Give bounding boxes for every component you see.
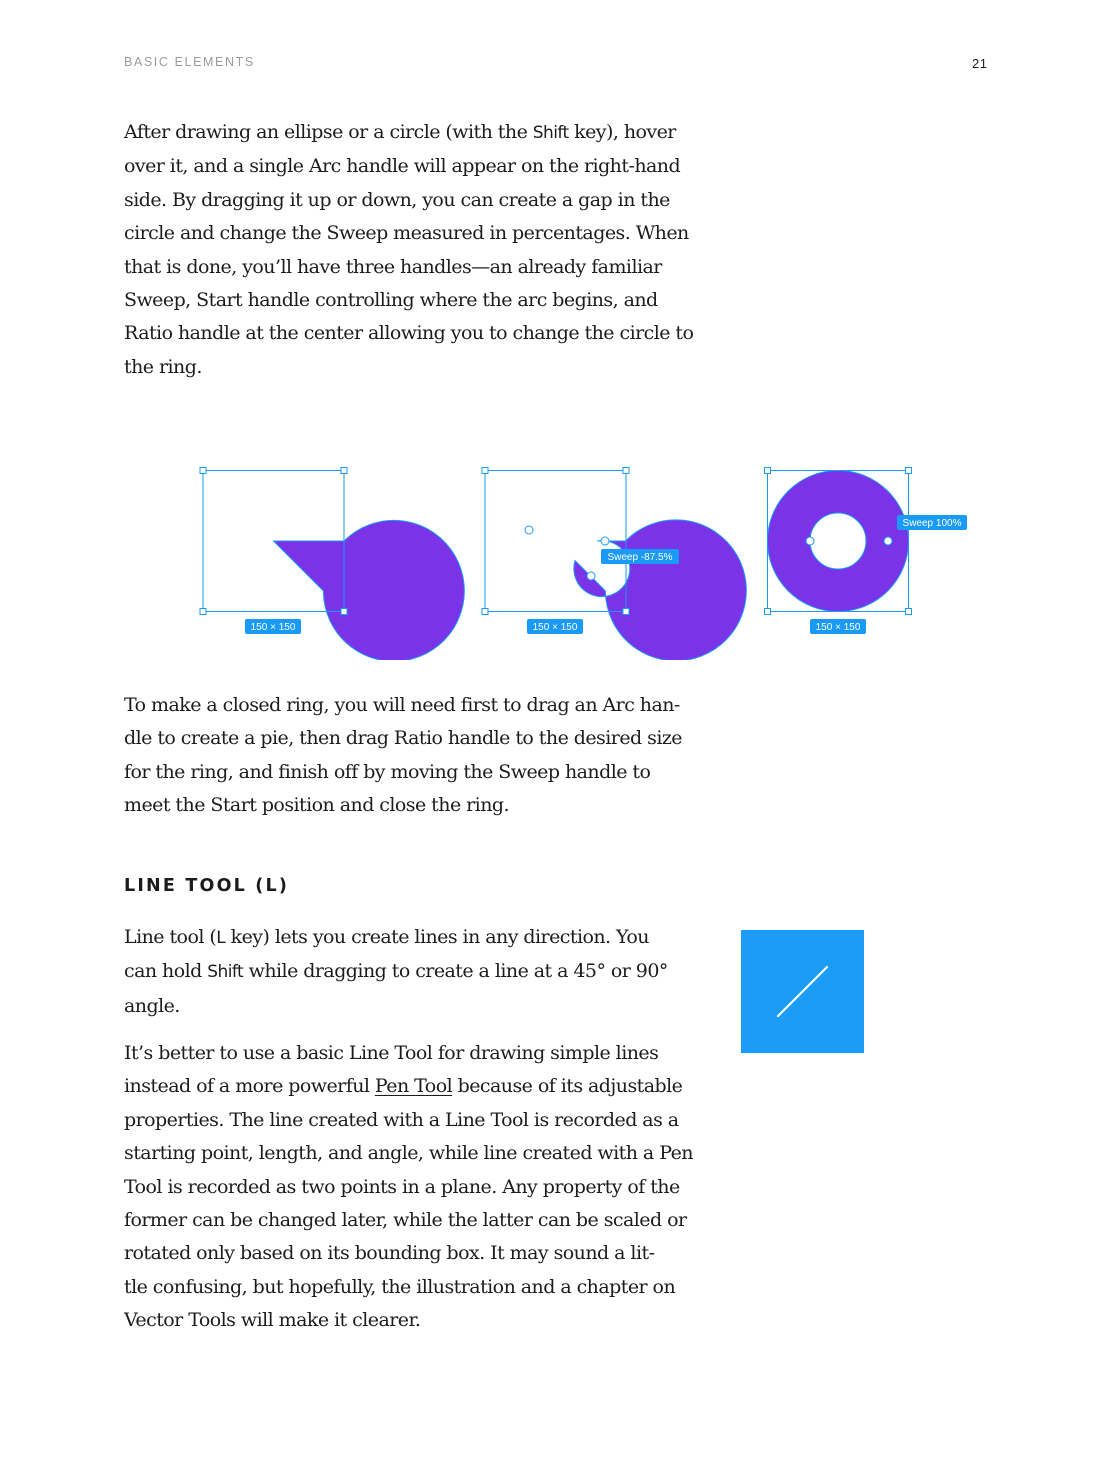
text-line: former can be changed later, while the latter can be scaled or — [124, 1209, 687, 1232]
line-tool-icon — [741, 930, 864, 1053]
corner-handle[interactable] — [341, 609, 347, 615]
text-line: Tool is recorded as two points in a plane. Any property of the — [124, 1175, 680, 1198]
start-handle[interactable] — [525, 526, 533, 534]
corner-handle[interactable] — [906, 609, 912, 615]
text-line: for the ring, and finish off by moving the Sweep handle to — [124, 760, 651, 783]
line-tool-paragraph — [124, 921, 704, 1023]
text-line: Vector Tools will make it clearer. — [124, 1309, 421, 1332]
text-line: that is done, you’ll have three handles—an already familiar — [124, 255, 662, 278]
size-label: 150 × 150 — [815, 622, 861, 633]
text-line: To make a closed ring, you will need first to drag an Arc han- — [124, 694, 680, 716]
pie-figure — [200, 468, 464, 661]
text-line: instead of a more powerful Pen Tool because of its adjustable — [124, 1075, 683, 1098]
corner-handle[interactable] — [482, 468, 488, 474]
ratio-handle[interactable] — [884, 537, 892, 545]
text-line: Line tool (L key) lets you create lines in any direction. You — [124, 926, 649, 948]
size-label: 150 × 150 — [250, 622, 296, 633]
corner-handle[interactable] — [623, 609, 629, 615]
corner-handle[interactable] — [341, 468, 347, 474]
key-label: L — [216, 928, 226, 948]
corner-handle[interactable] — [482, 609, 488, 615]
text-line: After drawing an ellipse or a circle (with the Shift key), hover — [124, 121, 676, 143]
corner-handle[interactable] — [623, 468, 629, 474]
text-line: starting point, length, and angle, while line created with a Pen — [124, 1142, 693, 1165]
key-label: Shift — [207, 962, 244, 983]
text-line: rotated only based on its bounding box. It may sound a lit- — [124, 1242, 655, 1265]
corner-handle[interactable] — [765, 609, 771, 615]
text-line: tle confusing, but hopefully, the illustration and a chapter on — [124, 1275, 676, 1298]
text-line: Ratio handle at the center allowing you to change the circle to — [124, 322, 694, 345]
text-line: the ring. — [124, 355, 202, 378]
sweep-label: Sweep 100% — [902, 518, 962, 529]
sweep-handle[interactable] — [587, 572, 595, 580]
ring-figure — [765, 468, 968, 635]
text-line: dle to create a pie, then drag Ratio handle to the desired size — [124, 727, 682, 750]
key-label: Shift — [532, 123, 569, 143]
closed-ring-paragraph — [124, 689, 704, 823]
corner-handle[interactable] — [765, 468, 771, 474]
page-number: 21 — [972, 56, 988, 71]
pie-shape — [274, 520, 465, 660]
corner-handle[interactable] — [200, 468, 206, 474]
text-line: circle and change the Sweep measured in percentages. When — [124, 222, 689, 245]
section-heading: LINE TOOL (L) — [124, 876, 290, 896]
text-line: can hold Shift while dragging to create a line at a 45° or 90° — [124, 960, 668, 983]
text-line: angle. — [124, 994, 180, 1017]
text-line: meet the Start position and close the ring. — [124, 794, 509, 817]
text-line: Sweep, Start handle controlling where the arc begins, and — [124, 289, 658, 312]
arc-illustrations — [0, 0, 1112, 660]
size-label: 150 × 150 — [532, 622, 578, 633]
ratio-handle[interactable] — [601, 537, 609, 545]
sweep-label: Sweep -87.5% — [607, 552, 673, 563]
pen-tool-link[interactable]: Pen Tool — [374, 1075, 453, 1098]
text-line: properties. The line created with a Line Tool is recorded as a — [124, 1108, 679, 1131]
arc-shape — [574, 520, 747, 660]
arc-figure — [482, 468, 746, 661]
text-line: side. By dragging it up or down, you can create a gap in the — [124, 188, 670, 211]
corner-handle[interactable] — [200, 609, 206, 615]
corner-handle[interactable] — [906, 468, 912, 474]
section-header: BASIC ELEMENTS — [124, 55, 255, 69]
text-line: It’s better to use a basic Line Tool for drawing simple lines — [124, 1042, 659, 1064]
start-handle[interactable] — [806, 537, 814, 545]
line-vs-pen-paragraph — [124, 1037, 704, 1338]
text-line: over it, and a single Arc handle will appear on the right-hand — [124, 155, 681, 178]
